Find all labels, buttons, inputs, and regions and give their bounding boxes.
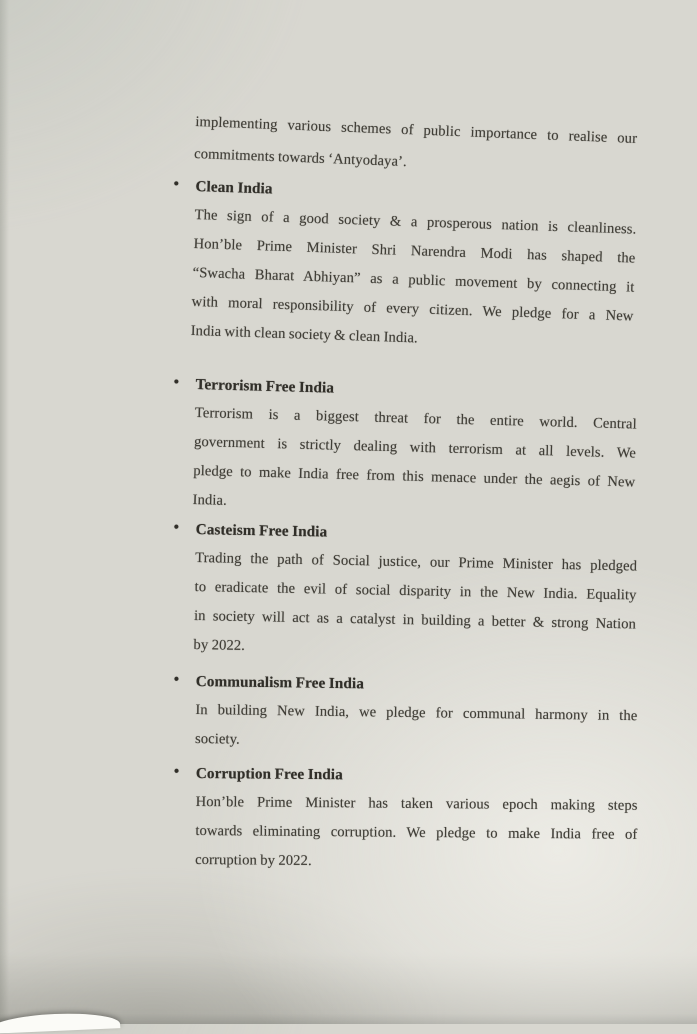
- bullet-icon: •: [173, 763, 180, 780]
- text-line: in society will act as a catalyst in building a better & strong Nation: [193, 607, 637, 633]
- text-line: Hon’ble Prime Minister has taken various epoch making steps: [195, 793, 638, 814]
- text-line: Terrorism is a biggest threat for the entire world. Central: [194, 404, 637, 433]
- section-communalism-free-india: [173, 667, 638, 760]
- section-corruption-free-india: [173, 759, 638, 879]
- text-line: “Swacha Bharat Abhiyan” as a public movement by connecting it: [192, 264, 635, 296]
- text-line: India.: [192, 491, 228, 509]
- text-line: commitments towards ‘Antyodaya’.: [193, 145, 408, 171]
- section-casteism-free-india: [173, 515, 638, 668]
- bullet-icon: •: [173, 671, 180, 688]
- section-terrorism-free-india: [173, 370, 638, 527]
- section-heading: [173, 667, 638, 702]
- section-heading-text: Clean India: [195, 177, 273, 198]
- text-line: India with clean society & clean India.: [190, 322, 419, 347]
- section-heading-text: Communalism Free India: [195, 672, 365, 693]
- text-line: pledge to make India free from this menace under the aegis of New: [193, 462, 636, 491]
- text-line: government is strictly dealing with terrorism at all levels. We: [193, 433, 637, 462]
- text-line: In building New India, we pledge for communal harmony in the: [195, 701, 638, 725]
- section-clean-india: [173, 172, 638, 361]
- section-heading-text: Corruption Free India: [195, 764, 343, 784]
- text-line: by 2022.: [193, 636, 246, 654]
- text-line: with moral responsibility of every citizen. We pledge for a New: [191, 293, 634, 325]
- section-heading: [173, 759, 638, 792]
- text-line: Trading the path of Social justice, our Prime Minister has pledged: [195, 549, 638, 575]
- paper-corner-highlight: [0, 1011, 120, 1034]
- text-line: society.: [194, 730, 240, 748]
- section-heading-text: Casteism Free India: [195, 520, 328, 541]
- text-line: corruption by 2022.: [195, 851, 312, 870]
- bullet-icon: •: [173, 176, 180, 193]
- document-page: [173, 106, 638, 875]
- text-line: to eradicate the evil of social disparity in the New India. Equality: [194, 578, 637, 604]
- text-line: The sign of a good society & a prosperous nation is cleanliness.: [194, 206, 637, 238]
- text-line: implementing various schemes of public importance to realise our: [195, 113, 638, 147]
- bullet-icon: •: [173, 519, 180, 536]
- bullet-icon: •: [173, 374, 180, 391]
- text-line: towards eliminating corruption. We pledge to make India free of: [195, 822, 638, 843]
- text-line: Hon’ble Prime Minister Shri Narendra Modi has shaped the: [193, 235, 636, 267]
- section-heading-text: Terrorism Free India: [195, 375, 335, 397]
